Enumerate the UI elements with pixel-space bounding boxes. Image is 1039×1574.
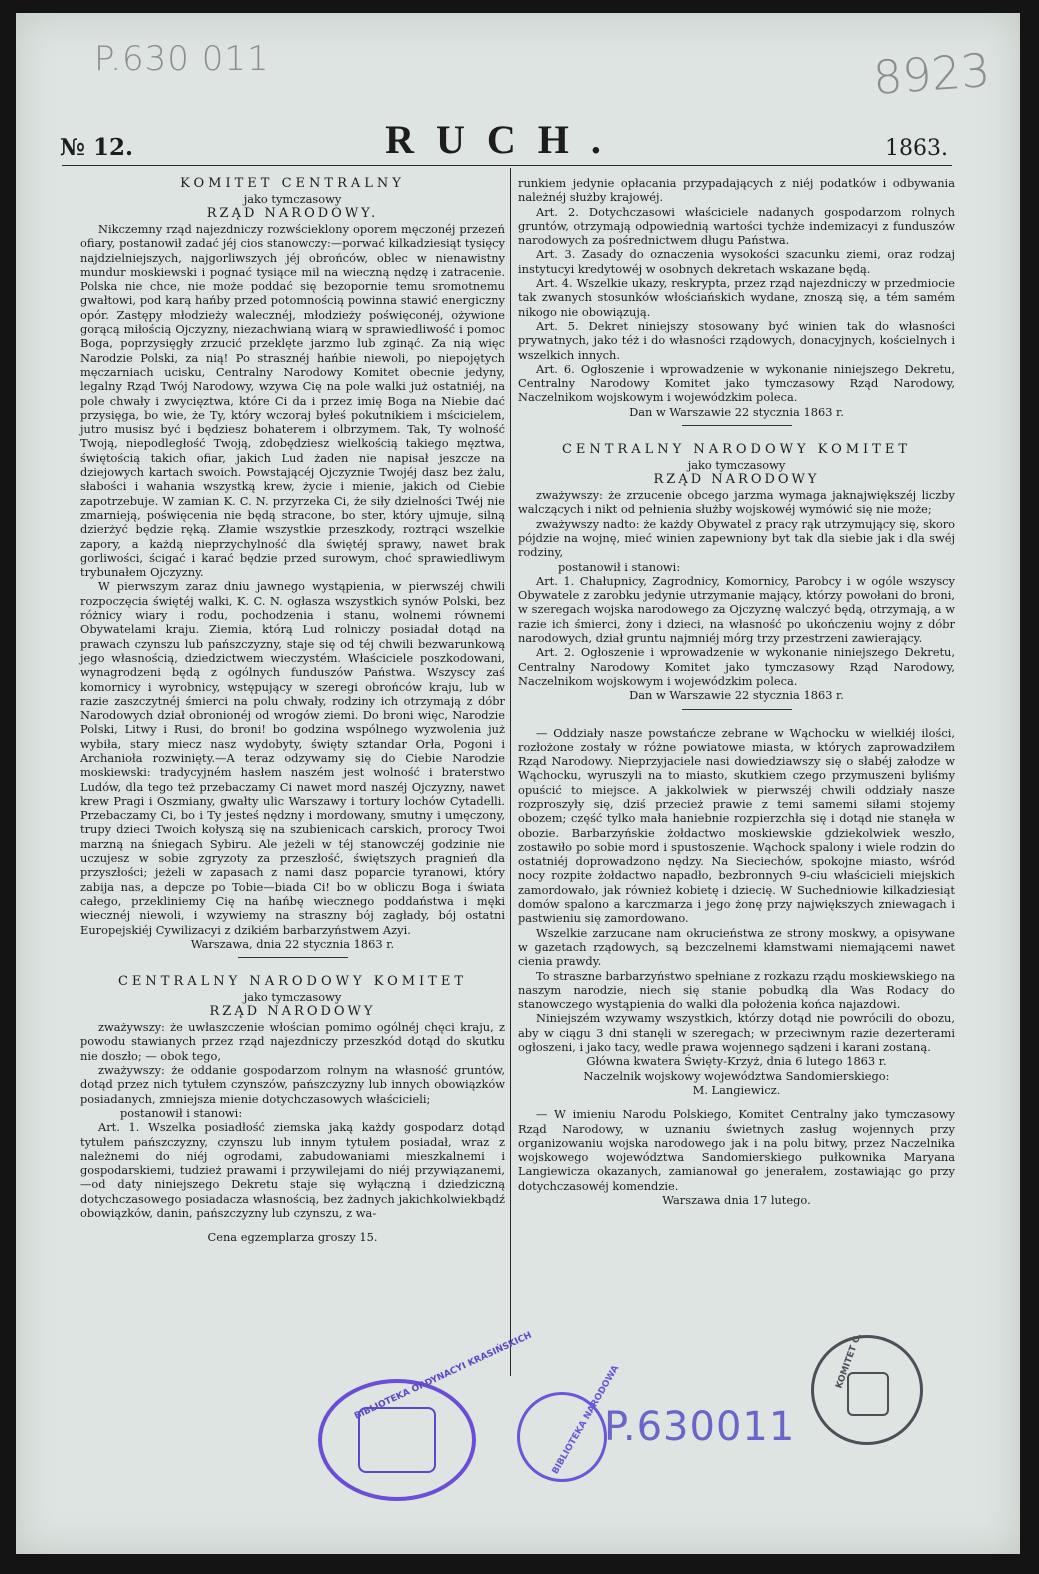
right-column — [518, 176, 955, 1207]
decree-article: Art. 1. Wszelka posiadłość ziemska jaką każdy gospodarz dotąd tytułem pańszczyzny, czynszu lub innym tytułem posiadał, wraz z należnemi do niéj ogrodami, zabudowaniami mieszkalnemi i gospodarskiemi, tudzież prawami i przywilejami do niéj przywiązanemi,—od daty niniejszego Dekretu staje się wyłączną i dziedziczną dotychczasowego posiadacza własnością, bez żadnych jakichkolwiekbądź obowiązków, danin, pańszczyzny lub czynszu, z wa- — [80, 1120, 505, 1220]
report-paragraph: — W imieniu Narodu Polskiego, Komitet Centralny jako tymczasowy Rząd Narodowy, w uznaniu świetnych zasług wojennych przy organizowaniu wojska narodowego jak i na polu bitwy, przez Naczelnika wojskowego województwa Sandomierskiego pułkownika Maryana Langiewicza okazanych, zamianował go jenerałem, zostawiając go przy dotychczasowéj komendzie. — [518, 1107, 955, 1193]
decree-paragraph: zważywszy: że uwłaszczenie włościan pomimo ogólnéj chęci kraju, z powodu stawianych przez rząd najezdniczy przeszkód dotąd do skutku nie doszło; — obok tego, — [80, 1020, 505, 1063]
stamp-text: BIBLIOTEKA ORDYNACYI KRASIŃSKICH — [353, 1330, 534, 1422]
decree-paragraph: runkiem jedynie opłacania przypadających z niéj podatków i odbywania należnéj służby krajowéj. — [518, 176, 955, 205]
decree-heading: CENTRALNY NARODOWY KOMITET — [561, 442, 912, 458]
decree-article: Art. 6. Ogłoszenie i wprowadzenie w wykonanie niniejszego Dekretu, Centralny Narodowy Komitet jako tymczasowy Rząd Narodowy, Naczelnikom wojskowym i wojewódzkim poleca. — [518, 361, 955, 405]
decree-paragraph: postanowił i stanowi: — [120, 1105, 243, 1120]
decree-subheading: jako tymczasowy — [687, 458, 786, 473]
pencil-sheet-number: 8923 — [871, 42, 992, 106]
report-paragraph: — Oddziały nasze powstańcze zebrane w Wąchocku w wielkiéj ilości, rozłożone zostały w różne powiatowe miasta, w których zaprowadziłem Rząd Narodowy. Nieprzyjaciele nasi dowiedziawszy się o słabéj załodze w Wąchocku, wyruszyli na to miasto, skutkiem czego przymuszeni byliśmy opuścić to miejsce. A jakkolwiek w pierwszéj chwili oddziały nasze rozproszyły się, dziś przecież prawie z temi samemi siłami stojemy obozem; część tylko mała haniebnie rozpierzchła się i dotąd nie stanęła w obozie. Barbarzyńskie żołdactwo moskiewskie gdziekolwiek weszło, zostawiło po sobie mord i spustoszenie. Wąchock spalony i wiele rodzin do ostatniéj doprowadzono nędzy. Na Sieciechów, spokojne miasto, wśród nocy rozpite żołdactwo napadło, bezbronnych 9-ciu właścicieli miejskich zamordowało, jak również kobietę i dziecię. W Suchedniowie kilkadziesiąt domów spalono a karczmarza i jego żonę przy największych zniewagach i pastwieniu się zamordowano. — [518, 725, 955, 926]
library-stamp — [318, 1330, 534, 1501]
left-column — [80, 176, 505, 1245]
decree-heading: CENTRALNY NARODOWY KOMITET — [117, 974, 468, 990]
separator — [682, 425, 792, 426]
column-rule — [510, 168, 511, 1376]
national-library-stamp — [517, 1363, 622, 1482]
newspaper-title: RUCH. — [385, 117, 623, 162]
dateline: Dan w Warszawie 22 stycznia 1863 r. — [629, 688, 844, 703]
separator — [238, 957, 348, 958]
decree-article: Art. 5. Dekret niniejszy stosowany być winien tak do własności prywatnych, jako téż i do własności rządowych, donacyjnych, kościelnych i wszelkich innych. — [518, 318, 955, 362]
masthead — [60, 116, 948, 160]
separator — [682, 709, 792, 710]
proclamation-heading: KOMITET CENTRALNY — [180, 176, 405, 191]
eagle-icon — [847, 1372, 889, 1416]
proclamation-subheading: jako tymczasowy — [243, 192, 342, 206]
coat-of-arms-icon — [358, 1407, 436, 1473]
decree-paragraph: zważywszy: że oddanie gospodarzom rolnym na własność gruntów, dotąd przez nich tytułem czynszów, pańszczyzny lub innych obowiązków posiadanych, zmniejsza mienie dotychczasowych właścicieli; — [80, 1063, 505, 1106]
signature-name: M. Langiewicz. — [692, 1082, 781, 1097]
masthead-rule — [62, 165, 952, 166]
pencil-catalog-number: P.630 011 — [94, 39, 270, 79]
dateline: Dan w Warszawie 22 stycznia 1863 r. — [629, 404, 844, 419]
proclamation-subheading-2: RZĄD NARODOWY. — [206, 206, 379, 221]
komitet-seal-stamp — [811, 1331, 923, 1445]
stamp-text: BIBLIOTEKA NARODOWA — [550, 1363, 622, 1477]
report-paragraph: Wszelkie zarzucane nam okrucieństwa ze strony moskwy, a opisywane w gazetach rządowych, są bezczelnemi kłamstwami niemającemi nawet cienia prawdy. — [518, 925, 955, 969]
decree-subheading-2: RZĄD NARODOWY — [653, 472, 820, 488]
dateline: Warszawa, dnia 22 stycznia 1863 r. — [190, 936, 395, 951]
report-paragraph: Niniejszém wzywamy wszystkich, którzy dotąd nie powrócili do obozu, aby w ciągu 3 dni stanęli w szeregach; w przeciwnym razie dezerterami ogłoszeni, i jako tacy, wedle prawa wojennego sądzeni i karani zostaną. — [518, 1011, 955, 1055]
decree-paragraph: postanowił i stanowi: — [558, 559, 681, 574]
issue-number: № 12. — [60, 134, 134, 161]
price-line: Cena egzemplarza groszy 15. — [207, 1230, 378, 1245]
signature-line: Naczelnik wojskowy województwa Sandomierskiego: — [583, 1068, 890, 1083]
decree-article: Art. 2. Ogłoszenie i wprowadzenie w wykonanie niniejszego Dekretu, Centralny Narodowy Komitet jako tymczasowy Rząd Narodowy, Naczelnikom wojskowym i wojewódzkim poleca. — [518, 645, 955, 688]
proclamation-paragraph: W pierwszym zaraz dniu jawnego wystąpienia, w pierwszéj chwili rozpoczęcia świętéj walki, K. C. N. ogłasza wszystkich synów Polski, bez różnicy wiary i rodu, pochodzenia i stanu, wolnemi równemi Obywatelami kraju. Ziemia, którą Lud rolniczy posiadał dotąd na prawach czynszu lub pańszczyzny, staje się od téj chwili bezwarunkową jego własnością, dziedzictwem wieczystém. Właściciele poszkodowani, wynagrodzeni będą z ogólnych funduszów Państwa. Wszyscy zaś komornicy i wyrobnicy, wstępujący w szeregi obrońców kraju, lub w razie zaszczytnéj śmierci na polu chwały, rodziny ich otrzymają z dóbr Narodowych dział obronionéj od wrogów ziemi. Do broni więc, Narodzie Polski, Litwy i Rusi, do broni! bo godzina wspólnego wyzwolenia już wybiła, stary miecz nasz wydobyty, święty sztandar Orła, Pogoni i Archanioła rozwinięty.—A teraz odzywamy się do Ciebie Narodzie moskiewski: tradycyjném hasłem naszém jest wolność i braterstwo Ludów, dla tego też przebaczamy Ci nawet mord naszéj Ojczyzny, nawet krew Pragi i Oszmiany, gwałty ulic Warszawy i tortury lochów Cytadelli. Przebaczamy Ci, bo i Ty jesteś nędzny i mordowany, smutny i umęczony, trupy dzieci Twoich kołyszą się na szubienicach carskich, prorocy Twoi marzną na śniegach Sybiru. Ale jeżeli w téj stanowczéj godzinie nie uczujesz w sobie zgryzoty za przeszłość, świętszych pragnień dla przyszłości; jeżeli w zapasach z nami dasz poparcie tyranowi, który zabija nas, a depcze po Tobie—biada Ci! bo w obliczu Boga i świata całego, przekliniemy Cię na hańbę wiecznego poddaństwa i męki wiecznéj niewoli, i wzywiemy na straszny bój zagłady, bój ostatni Europejskiéj Cywilizacyi z dzikiém barbarzyństwem Azyi. — [80, 579, 505, 937]
signature-line: Główna kwatera Święty-Krzyż, dnia 6 lutego 1863 r. — [586, 1054, 887, 1069]
proclamation-paragraph: Nikczemny rząd najezdniczy rozwścieklony oporem męczonéj przezeń ofiary, postanowił zadać jéj cios stanowczy:—porwać kilkadziesiąt tysięcy najdzielniejszych, najgorliwszych jéj obrońców, oblec w nienawistny mundur moskiewski i pognać tysiące mil na wieczną nędzę i zatracenie. Polska nie chce, nie może poddać się bezopornie temu sromotnemu gwałtowi, pod karą hańby przed potomnością powinna stawić energiczny opór. Zastępy młodzieży walecznéj, młodzieży poświęconéj, ożywione gorącą miłością Ojczyzny, niezachwianą wiarą w sprawiedliwość i pomoc Boga, poprzysięgły zrzucić przeklęte jarzmo lub zginąć. Za nią więc Narodzie Polski, za nią! Po strasznéj hańbie niewoli, po niepojętych męczarniach ucisku, Centralny Narodowy Komitet obecnie jedyny, legalny Rząd Twój Narodowy, wzywa Cię na pole walki już ostatniéj, na pole chwały i zwycięztwa, które Ci da i przez imię Boga na Niebie dać przysięga, bo wie, że Ty, który wczoraj byłeś pokutnikiem i mścicielem, jutro musisz być i będziesz bohaterem i olbrzymem. Tak, Ty wolność Twoją, niepodległość Twoją, zdobędziesz wielkością takiego męztwa, świętością takich ofiar, jakich Lud żaden nie napisał jeszcze na dziejowych kartach swoich. Powstającéj Ojczyznie Twojéj dasz bez żalu, słabości i wahania wszystką krew, życie i mienie, jakich od Ciebie zapotrzebuje. W zamian K. C. N. przyrzeka Ci, że siły dzielności Twéj nie zmarnieją, poświęcenia nie będą stracone, bo ster, który ujmuje, silną dzierżyć będzie ręką. Złamie wszystkie przeszkody, roztrąci wszelkie zapory, a każdą nieprzychylność dla świętéj sprawy, nawet brak gorliwości, ścigać i karać będzie przed surowym, choć sprawiedliwym trybunałem Ojczyzny. — [80, 222, 505, 580]
issue-year: 1863. — [885, 136, 948, 161]
decree-article: Art. 2. Dotychczasowi właściciele nadanych gospodarzom rolnych gruntów, otrzymają odpowiednią wartości tychże indemizacyi z funduszów narodowych za pośrednictwem długu Państwa. — [518, 204, 955, 248]
decree-article: Art. 1. Chałupnicy, Zagrodnicy, Komornicy, Parobcy i w ogóle wszyscy Obywatele z zarobku jedynie utrzymanie mający, którzy powołani do broni, w szeregach wojska narodowego za Ojczyznę walczyć będą, otrzymają, a w razie ich śmierci, żony i dzieci, na własność po ukończeniu wojny z dóbr narodowych, dział gruntu najmniéj mórg trzy przestrzeni zawierający. — [518, 573, 955, 646]
stamp-text: KOMITET C. — [834, 1331, 864, 1391]
decree-paragraph: zważywszy nadto: że każdy Obywatel z pracy rąk utrzymujący się, skoro pójdzie na wojnę, mieć winien zapewniony byt tak dla siebie jak i dla swéj rodziny, — [518, 516, 955, 560]
decree-subheading: jako tymczasowy — [243, 990, 342, 1005]
decree-subheading-2: RZĄD NARODOWY — [209, 1004, 376, 1020]
decree-article: Art. 4. Wszelkie ukazy, reskrypta, przez rząd najezdniczy w przedmiocie tak zwanych stosunków włościańskich wydane, znoszą się, a tém samém nikogo nie obowiązują. — [518, 276, 955, 319]
dateline: Warszawa dnia 17 lutego. — [662, 1193, 811, 1207]
report-paragraph: To straszne barbarzyństwo spełniane z rozkazu rządu moskiewskiego na naszym narodzie, niech się stanie pobudką dla Was Rodacy do stanowczego wystąpienia do walki dla położenia końca najazdowi. — [518, 968, 955, 1012]
accession-number: P.630011 — [604, 1404, 796, 1450]
decree-paragraph: zważywszy: że zrzucenie obcego jarzma wymaga jaknajwiększéj liczby walczących i nikt od pełnienia służby wojskowéj wymówić się nie może; — [518, 488, 955, 517]
decree-article: Art. 3. Zasady do oznaczenia wysokości szacunku ziemi, oraz rodzaj instytucyi kredytowéj w osobnych dekretach wskazane będą. — [518, 247, 955, 276]
